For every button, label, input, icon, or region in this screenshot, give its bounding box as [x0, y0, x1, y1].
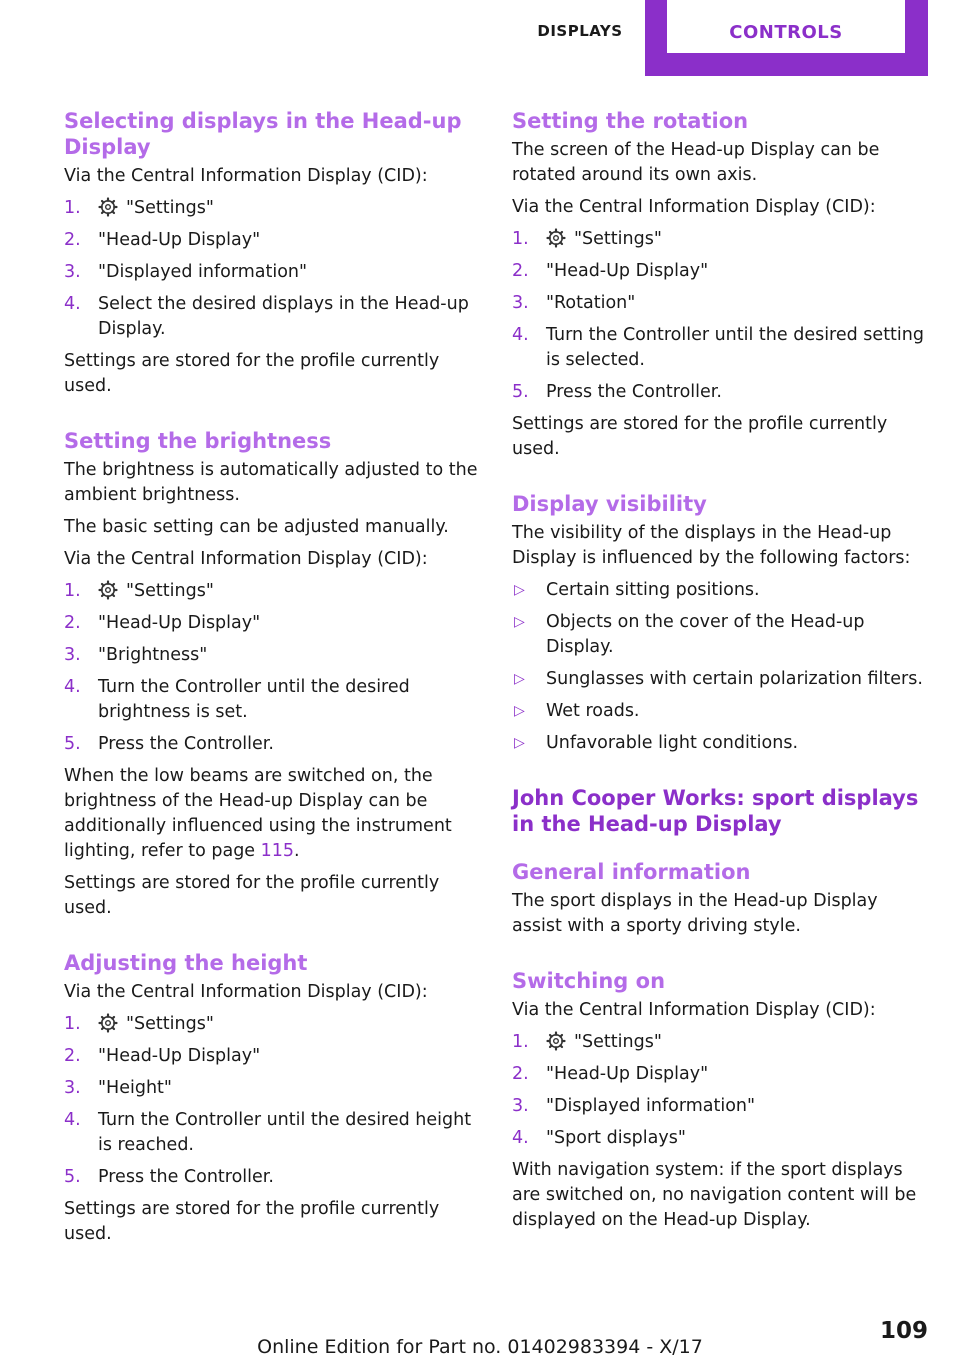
list-item: 5. Press the Controller. — [64, 734, 274, 754]
list-item: 5. Press the Controller. — [64, 1167, 274, 1187]
gear-icon — [98, 1013, 118, 1033]
paragraph: The basic setting can be adjusted manually. — [64, 517, 449, 537]
heading-brightness: Setting the brightness — [64, 429, 332, 453]
paragraph: Via the Central Information Display (CID): — [64, 549, 428, 569]
paragraph: Via the Central Information Display (CID): — [512, 197, 876, 217]
paragraph: The screen of the Head-up Display can be rotated around its own axis. — [512, 140, 880, 185]
heading-jcw-sport-displays: John Cooper Works: sport displays in the Head-up Display — [512, 786, 919, 836]
list-item: ▷ Certain sitting positions. — [512, 578, 932, 603]
list-item: 4. Turn the Controller until the desired height is reached. — [64, 1110, 472, 1155]
list-item: 1. "Settings" — [512, 1032, 662, 1052]
list-item: 1. "Settings" — [64, 198, 214, 218]
list-item: 3. "Rotation" — [512, 293, 636, 313]
triangle-right-icon: ▷ — [514, 582, 525, 598]
paragraph: Settings are stored for the profile currently used. — [64, 873, 440, 918]
list-item: 4. Select the desired displays in the Head-up Display. — [64, 294, 469, 339]
paragraph: Settings are stored for the profile currently used. — [64, 351, 440, 396]
heading-selecting-displays: Selecting displays in the Head-up Display — [64, 109, 462, 159]
paragraph: Via the Central Information Display (CID): — [64, 166, 428, 186]
list-item: 2. "Head-Up Display" — [64, 613, 261, 633]
steps-list — [64, 1012, 484, 1190]
list-item: 4. Turn the Controller until the desired setting is selected. — [512, 325, 924, 370]
list-item: 2. "Head-Up Display" — [64, 230, 261, 250]
list-item: ▷ Sunglasses with certain polarization filters. — [512, 667, 932, 692]
paragraph: With navigation system: if the sport displays are switched on, no navigation content will be displayed on the Head-up Display. — [512, 1160, 917, 1230]
paragraph: Via the Central Information Display (CID): — [64, 982, 428, 1002]
heading-visibility: Display visibility — [512, 492, 707, 516]
steps-list — [512, 227, 932, 405]
list-item: 2. "Head-Up Display" — [512, 261, 709, 281]
heading-switching-on: Switching on — [512, 969, 666, 993]
list-item: 2. "Head-Up Display" — [64, 1046, 261, 1066]
page-link[interactable]: 115 — [260, 841, 295, 861]
gear-icon — [546, 1031, 566, 1051]
paragraph: The brightness is automatically adjusted to the ambient brightness. — [64, 460, 478, 505]
footer-edition: Online Edition for Part no. 01402983394 - X/17 — [257, 1336, 703, 1358]
heading-height: Adjusting the height — [64, 951, 308, 975]
list-item: 1. "Settings" — [64, 1014, 214, 1034]
bullet-list — [512, 578, 932, 756]
list-item: 2. "Head-Up Display" — [512, 1064, 709, 1084]
paragraph: Settings are stored for the profile currently used. — [64, 1199, 440, 1244]
gear-icon — [98, 197, 118, 217]
heading-rotation: Setting the rotation — [512, 109, 749, 133]
steps-list — [512, 1030, 932, 1151]
triangle-right-icon: ▷ — [514, 671, 525, 687]
page-number: 109 — [879, 1318, 928, 1344]
list-item: 1. "Settings" — [512, 229, 662, 249]
triangle-right-icon: ▷ — [514, 614, 525, 630]
chapter-tab — [645, 0, 928, 76]
section-label-displays: DISPLAYS — [537, 22, 623, 40]
list-item: ▷ Objects on the cover of the Head-up Display. — [514, 612, 865, 657]
list-item: ▷ Wet roads. — [512, 699, 932, 724]
chapter-tab-box — [667, 0, 905, 53]
list-item: 4. Turn the Controller until the desired brightness is set. — [64, 677, 410, 722]
right-column — [512, 108, 932, 1240]
list-item: 3. "Height" — [64, 1078, 172, 1098]
chapter-label-controls: CONTROLS — [729, 22, 843, 43]
steps-list — [64, 579, 484, 757]
triangle-right-icon: ▷ — [514, 703, 525, 719]
list-item: 5. Press the Controller. — [512, 382, 722, 402]
paragraph: When the low beams are switched on, the brightness of the Head-up Display can be additionally influenced using the instrument lighting, refer to page 115. — [64, 766, 452, 861]
list-item: 4. "Sport displays" — [512, 1128, 686, 1148]
triangle-right-icon: ▷ — [514, 735, 525, 751]
heading-general-information: General information — [512, 860, 751, 884]
steps-list — [64, 196, 484, 342]
paragraph: Settings are stored for the profile currently used. — [512, 414, 888, 459]
paragraph: The sport displays in the Head-up Display assist with a sporty driving style. — [512, 891, 878, 936]
list-item: 3. "Displayed information" — [512, 1096, 756, 1116]
paragraph: The visibility of the displays in the Head-up Display is influenced by the following factors: — [512, 523, 911, 568]
list-item: 3. "Brightness" — [64, 645, 208, 665]
list-item: 3. "Displayed information" — [64, 262, 308, 282]
gear-icon — [98, 580, 118, 600]
list-item: ▷ Unfavorable light conditions. — [512, 731, 932, 756]
left-column — [64, 108, 484, 1254]
list-item: 1. "Settings" — [64, 581, 214, 601]
gear-icon — [546, 228, 566, 248]
paragraph: Via the Central Information Display (CID): — [512, 1000, 876, 1020]
